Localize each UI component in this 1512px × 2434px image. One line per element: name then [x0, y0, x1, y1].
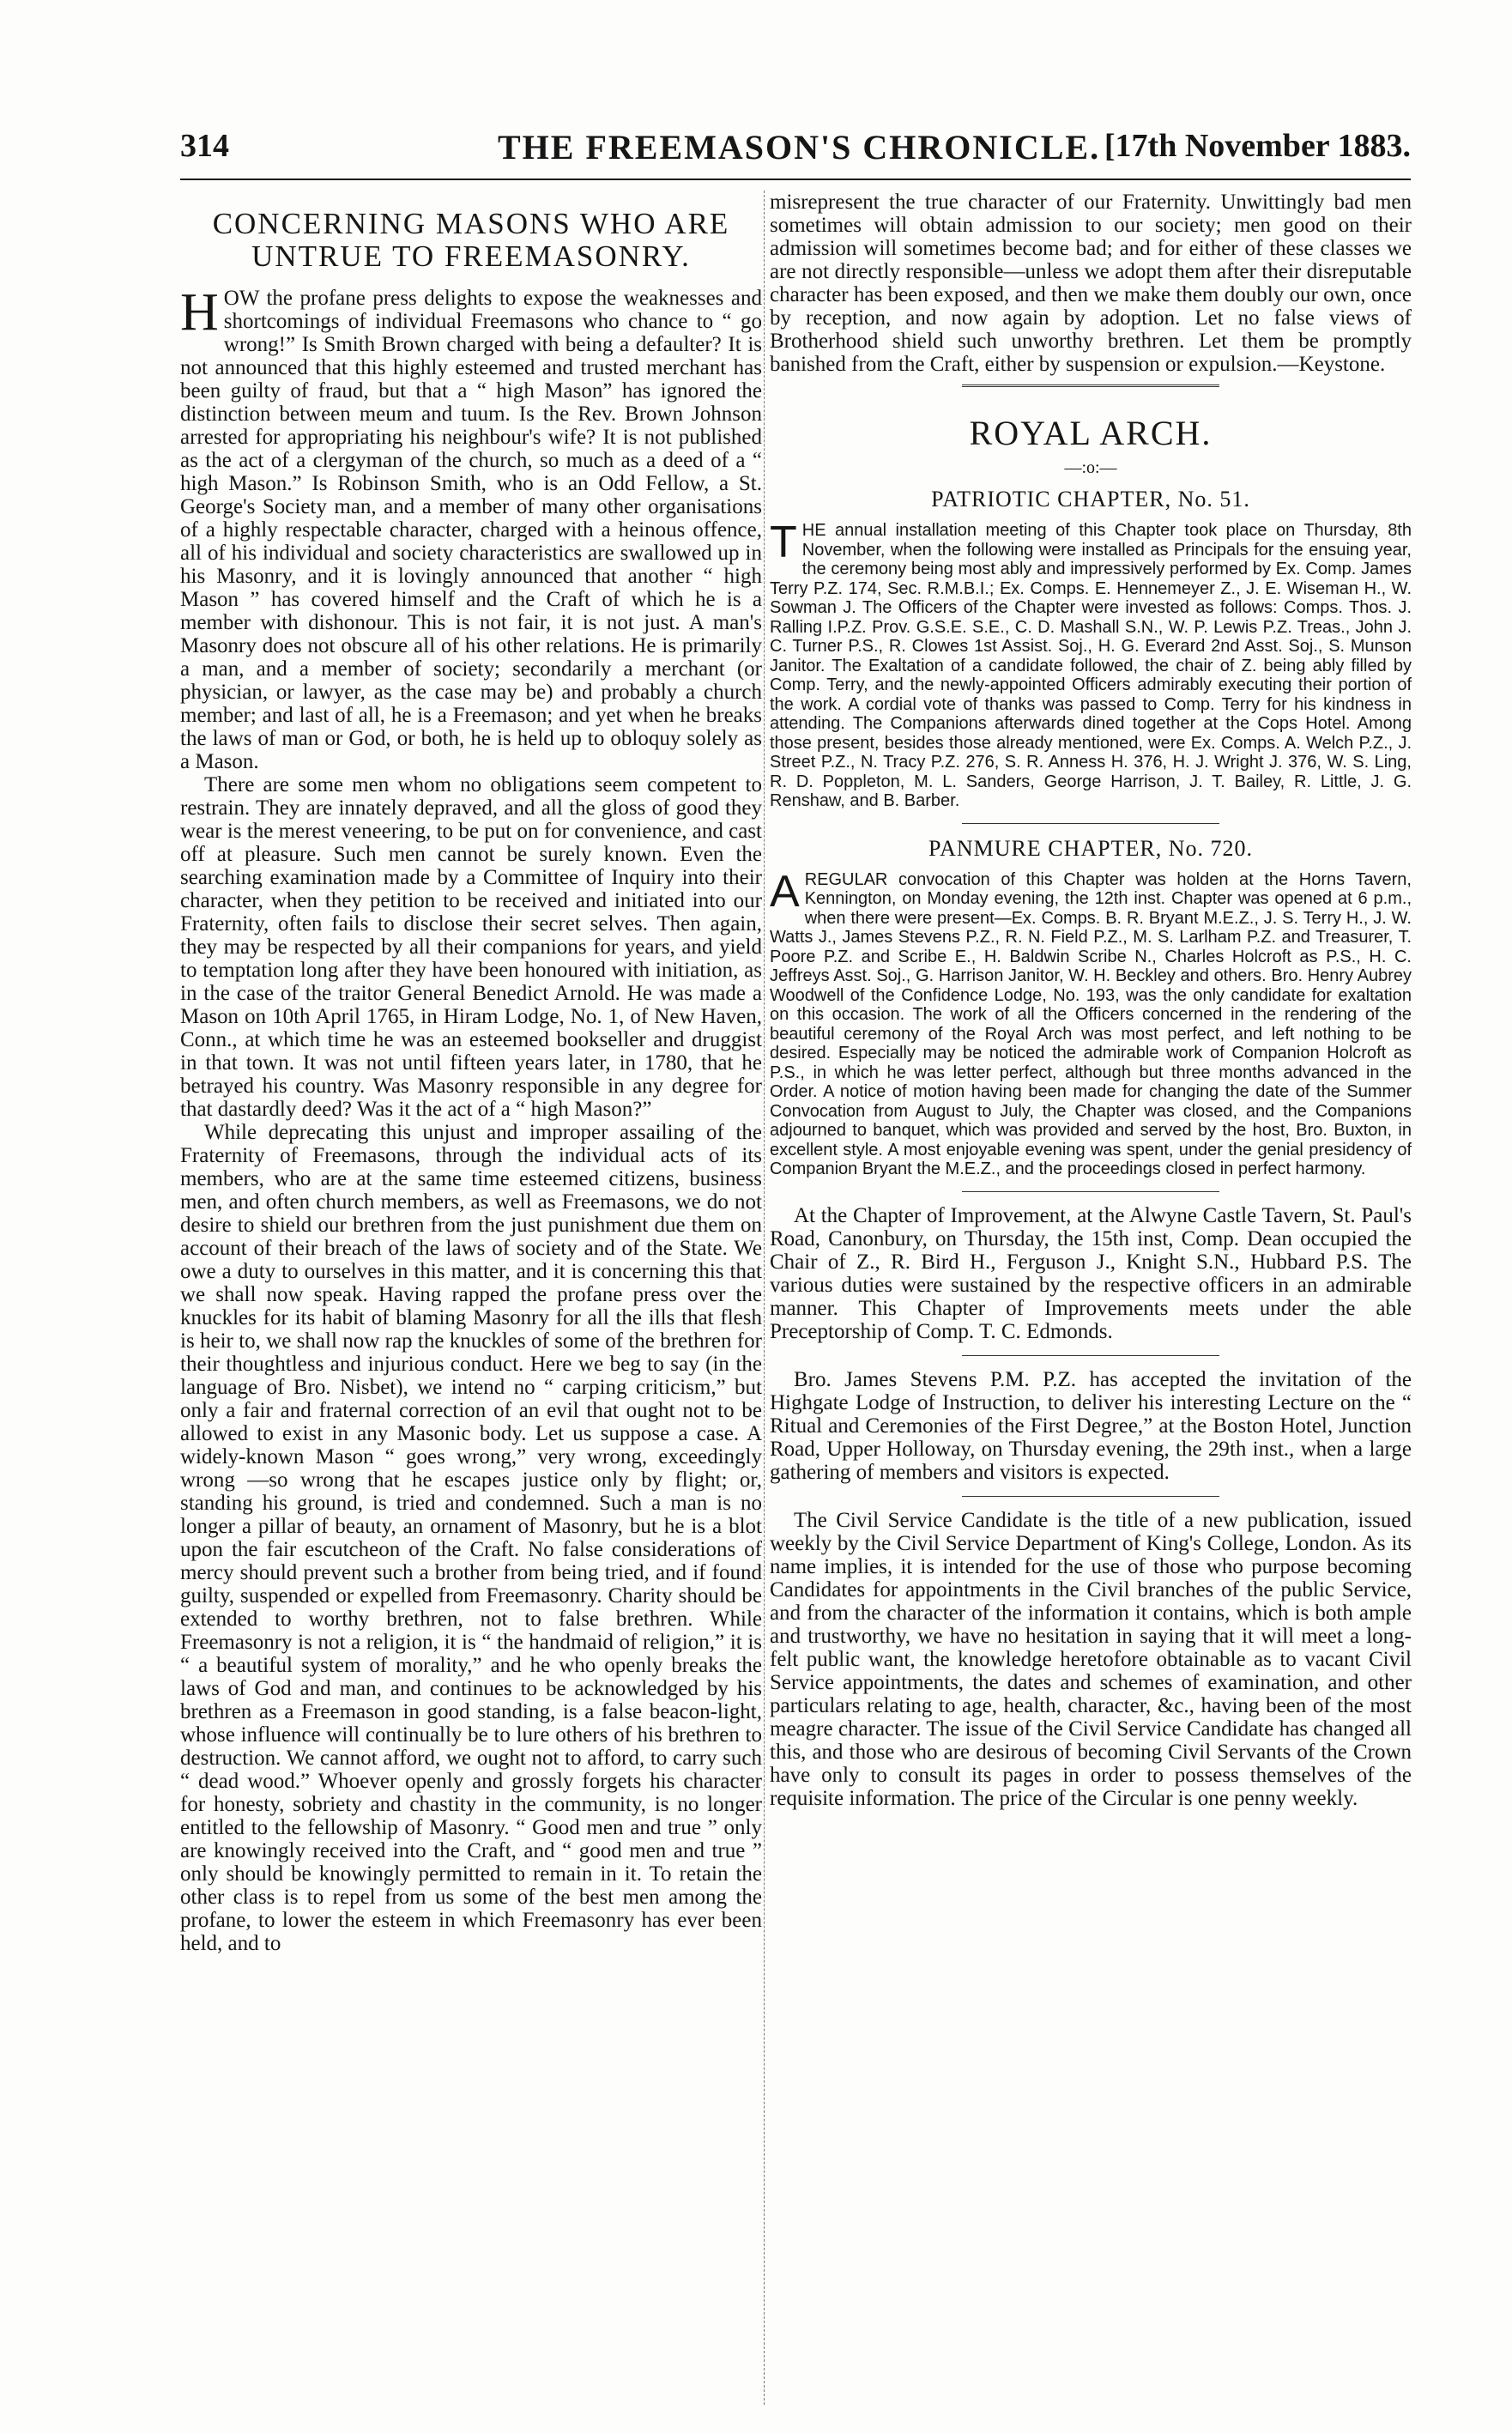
article-paragraph-2: There are some men whom no obligations seem competent to restrain. They are innately depraved, and all the gloss of good they wear is the merest veneering, to be put on for convenience, and cast off at pleasure. Such men cannot be surely known. Even the searching examination made by a Committee of Inquiry into their character, when they petition to be received and initiated into our Fraternity, often fails to disclose their secret selves. Then again, they may be respected by all their companions for years, and yield to temptation long after they have been honoured with initiation, as in the case of the traitor General Benedict Arnold. He was made a Mason on 10th April 1765, in Hiram Lodge, No. 1, of New Haven, Conn., at which time he was an esteemed bookseller and druggist in that town. It was not until fifteen years later, in 1780, that he betrayed his country. Was Masonry responsible in any degree for that dastardly deed? Was it the act of a “ high Mason?”	[180, 773, 762, 1121]
patriotic-chapter-title: PATRIOTIC CHAPTER, No. 51.	[931, 487, 1250, 512]
column-divider	[764, 191, 765, 2405]
section-heading-royal-arch: ROYAL ARCH.	[969, 414, 1213, 452]
separator	[962, 1496, 1219, 1497]
article-paragraph-4: misrepresent the true character of our Fraternity. Unwittingly bad men sometimes will obtain admission to our society; men good on their admission will sometimes become bad; and for either of these classes we are not directly responsible—unless we adopt them after their disreputable character has been exposed, and then we make them doubly our own, once by reception, and now again by adoption. Let no false views of Brotherhood shield such unworthy brethren. Let them be promptly banished from the Craft, either by suspension or expulsion.—Keystone.	[770, 191, 1412, 376]
chapter-of-improvement-note: At the Chapter of Improvement, at the Alwyne Castle Tavern, St. Paul's Road, Canonbury, on Thursday, the 15th inst, Comp. Dean occupied the Chair of Z., R. Bird H., Ferguson J., Knight S.N., Hubbard P.S. The various duties were sustained by the respective officers in an admirable manner. This Chapter of Improvements meets under the able Preceptorship of Comp. T. C. Edmonds.	[770, 1203, 1412, 1343]
issue-date: [17th November 1883.	[1104, 128, 1411, 164]
separator	[962, 823, 1219, 824]
page-header	[180, 127, 1411, 180]
drop-cap: T	[770, 518, 797, 567]
panmure-chapter-title: PANMURE CHAPTER, No. 720.	[928, 835, 1253, 861]
section-separator	[962, 384, 1219, 387]
drop-cap: A	[770, 866, 800, 917]
left-column	[180, 191, 762, 2405]
ornament-divider: —:o:—	[1064, 458, 1117, 477]
civil-service-candidate-note: The Civil Service Candidate is the title of a new publication, issued weekly by the Civil Service Department of King's College, London. As its name implies, it is intended for the use of those who purpose becoming Candidates for appointments in the Civil branches of the public Service, and from the character of the information it contains, which is both ample and trustworthy, we have no hesitation in saying that it will meet a long-felt public want, the knowledge heretofore obtainable as to vacant Civil Service appointments, the dates and schemes of examination, and other particulars relating to age, health, character, &c., having been of the most meagre character. The issue of the Civil Service Candidate has changed all this, and those who are desirous of becoming Civil Servants of the Crown have only to consult its pages in order to possess themselves of the requisite information. The price of the Circular is one penny weekly.	[770, 1508, 1412, 1810]
right-column	[770, 191, 1412, 2405]
page-number: 314	[180, 128, 229, 164]
separator	[962, 1355, 1219, 1356]
stevens-lecture-note: Bro. James Stevens P.M. P.Z. has accepted the invitation of the Highgate Lodge of Instruction, to deliver his interesting Lecture on the “ Ritual and Ceremonies of the First Degree,” at the Boston Hotel, Junction Road, Upper Holloway, on Thursday evening, the 29th inst., when a large gathering of members and visitors is expected.	[770, 1367, 1412, 1484]
article-paragraph-1: HOW the profane press delights to expose the weaknesses and shortcomings of individual Freemasons who chance to “ go wrong!” Is Smith Brown charged with being a defaulter? It is not announced that this highly esteemed and trusted merchant has been guilty of fraud, but that a “ high Mason” has ignored the distinction between meum and tuum. Is the Rev. Brown Johnson arrested for appropriating his neighbour's wife? It is not published as the act of a clergyman of the church, so much as a deed of a “ high Mason.” Is Robinson Smith, who is an Odd Fellow, a St. George's Society man, and a member of many other organisations of a highly respectable character, charged with a heinous offence, all of his individual and society characteristics are swallowed up in his Masonry, and it is lovingly announced that another “ high Mason ” has covered himself and the Craft of which he is a member with dishonour. This is not fair, it is not just. A man's Masonry does not obscure all of his other relations. He is primarily a man, and a member of society; secondarily a merchant (or physician, or lawyer, as the case may be) and probably a church member; and last of all, he is a Freemason; and yet when he breaks the laws of man or God, or both, he is held up to obloquy solely as a Mason.	[180, 283, 762, 773]
patriotic-chapter-report: THE annual installation meeting of this Chapter took place on Thursday, 8th November, when the following were installed as Principals for the ensuing year, the ceremony being most ably and impressively performed by Ex. Comp. James Terry P.Z. 174, Sec. R.M.B.I.; Ex. Comps. E. Hennemeyer Z., J. E. Wiseman H., W. Sowman J. The Officers of the Chapter were invested as follows: Comps. Thos. J. Ralling I.P.Z. Prov. G.S.E. S.E., C. D. Mashall S.N., W. P. Lewis P.Z. Treas., John J. C. Turner P.S., R. Clowes 1st Assist. Soj., H. G. Everard 2nd Asst. Soj., S. Munson Janitor. The Exaltation of a candidate followed, the chair of Z. being ably filled by Comp. Terry, and the newly-appointed Officers admirably executing their portion of the work. A cordial vote of thanks was passed to Comp. Terry for his kindness in attending. The Companions afterwards dined together at the Cops Hotel. Among those present, besides those already mentioned, were Ex. Comps. A. Welch P.Z., J. Street P.Z., N. Tracy P.Z. 276, S. R. Anness H. 376, H. J. Wright J. 376, W. S. Ling, R. D. Poppleton, M. L. Sanders, George Harrison, J. T. Bailey, R. Little, J. G. Renshaw, and B. Barber.	[770, 518, 1412, 810]
drop-cap: H	[180, 283, 219, 342]
article-paragraph-3: While deprecating this unjust and improper assailing of the Fraternity of Freemasons, through the individual acts of its members, who are at the same time esteemed citizens, business men, and often church members, as well as Freemasons, we do not desire to shield our brethren from the just punishment due them on account of their breach of the laws of society and of the State. We owe a duty to ourselves in this matter, and it is concerning this that we shall now speak. Having rapped the profane press over the knuckles for its habit of blaming Masonry for all the ills that flesh is heir to, we shall now rap the knuckles of some of the brethren for their thoughtless and injurious conduct. Here we beg to say (in the language of Bro. Nisbet), we intend no “ carping criticism,” but only a fair and fraternal correction of an evil that ought not to be allowed to exist in any Masonic body. Let us suppose a case. A widely-known Mason “ goes wrong,” very wrong, exceedingly wrong —so wrong that he escapes justice only by flight; or, standing his ground, is tried and condemned. Such a man is no longer a pillar of beauty, an ornament of Masonry, but he is a blot upon the fair escutcheon of the Craft. No false considerations of mercy should prevent such a brother from being tried, and if found guilty, suspended or expelled from Freemasonry. Charity should be extended to worthy brethren, not to false brethren. While Freemasonry is not a religion, it is “ the handmaid of religion,” it is “ a beautiful system of morality,” and he who openly breaks the laws of God and man, and continues to be acknowledged by his brethren as a Freemason in good standing, is a false beacon-light, whose influence will continually be to lure others of his brethren to destruction. We cannot afford, we ought not to afford, to carry such “ dead wood.” Whoever openly and grossly forgets his character for honesty, sobriety and chastity in the community, is no longer entitled to the fellowship of Masonry. “ Good men and true ” only are knowingly received into the Craft, and “ good men and true ” only should be knowingly permitted to remain in it. To retain the other class is to repel from us some of the best men among the profane, to lower the esteem in which Freemasonry has ever been held, and to	[180, 1121, 762, 1955]
article-title: CONCERNING MASONS WHO ARE UNTRUE TO FREEMASONRY.	[212, 207, 730, 273]
panmure-chapter-report: AREGULAR convocation of this Chapter was holden at the Horns Tavern, Kennington, on Monday evening, the 12th inst. Chapter was opened at 6 p.m., when there were present—Ex. Comps. B. R. Bryant M.E.Z., J. S. Terry H., J. W. Watts J., James Stevens P.Z., R. N. Field P.Z., M. S. Larlham P.Z. and Treasurer, T. Poore P.Z. and Scribe E., H. Baldwin Scribe N., Charles Holcroft as P.S., H. C. Jeffreys Asst. Soj., G. Harrison Janitor, W. H. Beckley and others. Bro. Henry Aubrey Woodwell of the Confidence Lodge, No. 193, was the only candidate for exaltation on this occasion. The work of all the Officers concerned in the rendering of the beautiful ceremony of the Royal Arch was most perfect, and left nothing to be desired. Especially may be noticed the admirable work of Companion Holcroft as P.S., in which he was letter perfect, although but three months advanced in the Order. A notice of motion having been made for changing the date of the Summer Convocation from August to July, the Chapter was closed, and the Companions adjourned to banquet, which was provided and served by the host, Bro. Buxton, in excellent style. A most enjoyable evening was spent, under the genial presidency of Companion Bryant the M.E.Z., and the proceedings closed in perfect harmony.	[770, 866, 1412, 1178]
separator	[962, 1191, 1219, 1192]
publication-title: THE FREEMASON'S CHRONICLE.	[498, 128, 1101, 167]
